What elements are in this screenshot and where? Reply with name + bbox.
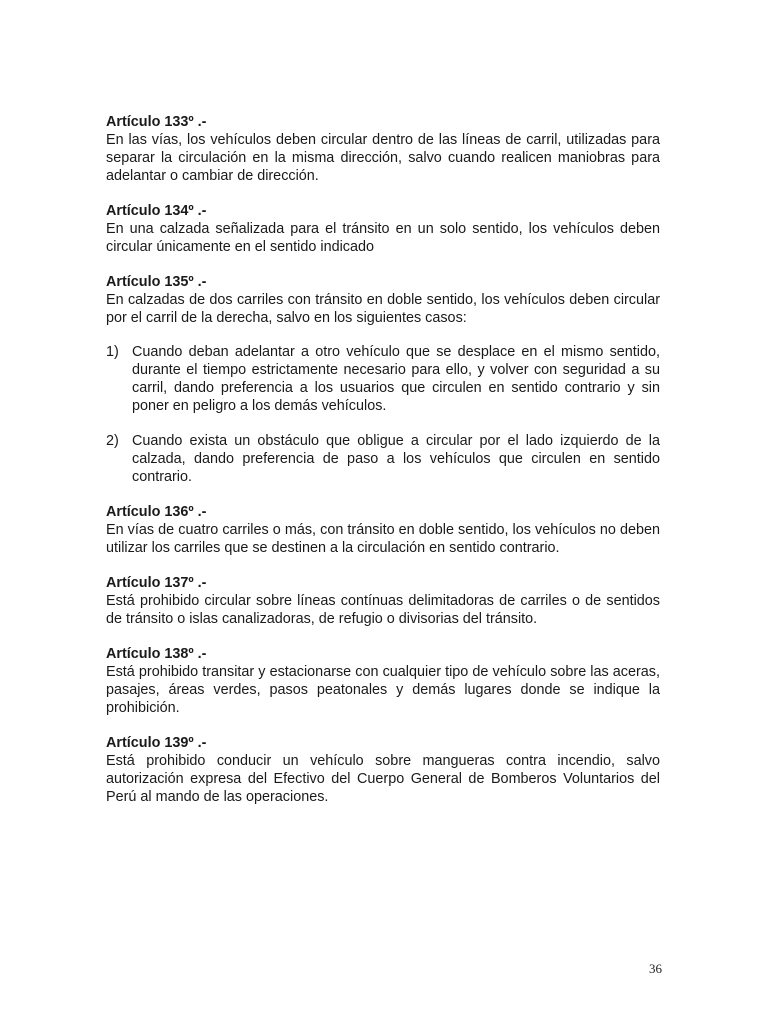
- list-item-text: Cuando deban adelantar a otro vehículo que se desplace en el mismo sentido, durante el tiempo estrictamente necesario para ello, y volver con seguridad a su carril, dando preferencia a los usuarios que circulen en sentido contrario y sin poner en peligro a los demás vehículos.: [132, 344, 660, 414]
- document-body: [106, 113, 660, 823]
- article-title: Artículo 139º .-: [106, 735, 207, 751]
- list-item-number: 1): [106, 344, 119, 360]
- article-title: Artículo 136º .-: [106, 504, 207, 520]
- list-item-text: Cuando exista un obstáculo que obligue a circular por el lado izquierdo de la calzada, dando preferencia de paso a los vehículos que circulen en sentido contrario.: [132, 433, 660, 485]
- article-text: Está prohibido circular sobre líneas contínuas delimitadoras de carriles o de sentidos de tránsito o islas canalizadoras, de refugio o divisorias del tránsito.: [106, 593, 660, 627]
- cases-list: [106, 343, 660, 486]
- article-137: [106, 574, 660, 628]
- article-text: En las vías, los vehículos deben circular dentro de las líneas de carril, utilizadas para separar la circulación en la misma dirección, salvo cuando realicen maniobras para adelantar o cambiar de dirección.: [106, 132, 660, 184]
- article-text: Está prohibido transitar y estacionarse con cualquier tipo de vehículo sobre las aceras, pasajes, áreas verdes, pasos peatonales y demás lugares donde se indique la prohibición.: [106, 664, 660, 716]
- article-139: [106, 734, 660, 806]
- list-item: [106, 343, 660, 415]
- article-134: [106, 202, 660, 256]
- article-text: En calzadas de dos carriles con tránsito en doble sentido, los vehículos deben circular por el carril de la derecha, salvo en los siguientes casos:: [106, 292, 660, 326]
- article-135: [106, 273, 660, 486]
- page-number: 36: [649, 961, 662, 976]
- article-title: Artículo 134º .-: [106, 203, 207, 219]
- article-title: Artículo 135º .-: [106, 274, 207, 290]
- article-136: [106, 503, 660, 557]
- list-item-number: 2): [106, 433, 119, 449]
- article-138: [106, 645, 660, 717]
- list-item: [106, 432, 660, 486]
- article-title: Artículo 137º .-: [106, 575, 207, 591]
- article-text: En vías de cuatro carriles o más, con tránsito en doble sentido, los vehículos no deben utilizar los carriles que se destinen a la circulación en sentido contrario.: [106, 522, 660, 556]
- article-title: Artículo 138º .-: [106, 646, 207, 662]
- article-133: [106, 113, 660, 185]
- article-text: Está prohibido conducir un vehículo sobre mangueras contra incendio, salvo autorización expresa del Efectivo del Cuerpo General de Bomberos Voluntarios del Perú al mando de las operaciones.: [106, 753, 660, 805]
- article-text: En una calzada señalizada para el tránsito en un solo sentido, los vehículos deben circular únicamente en el sentido indicado: [106, 221, 660, 255]
- article-title: Artículo 133º .-: [106, 114, 207, 130]
